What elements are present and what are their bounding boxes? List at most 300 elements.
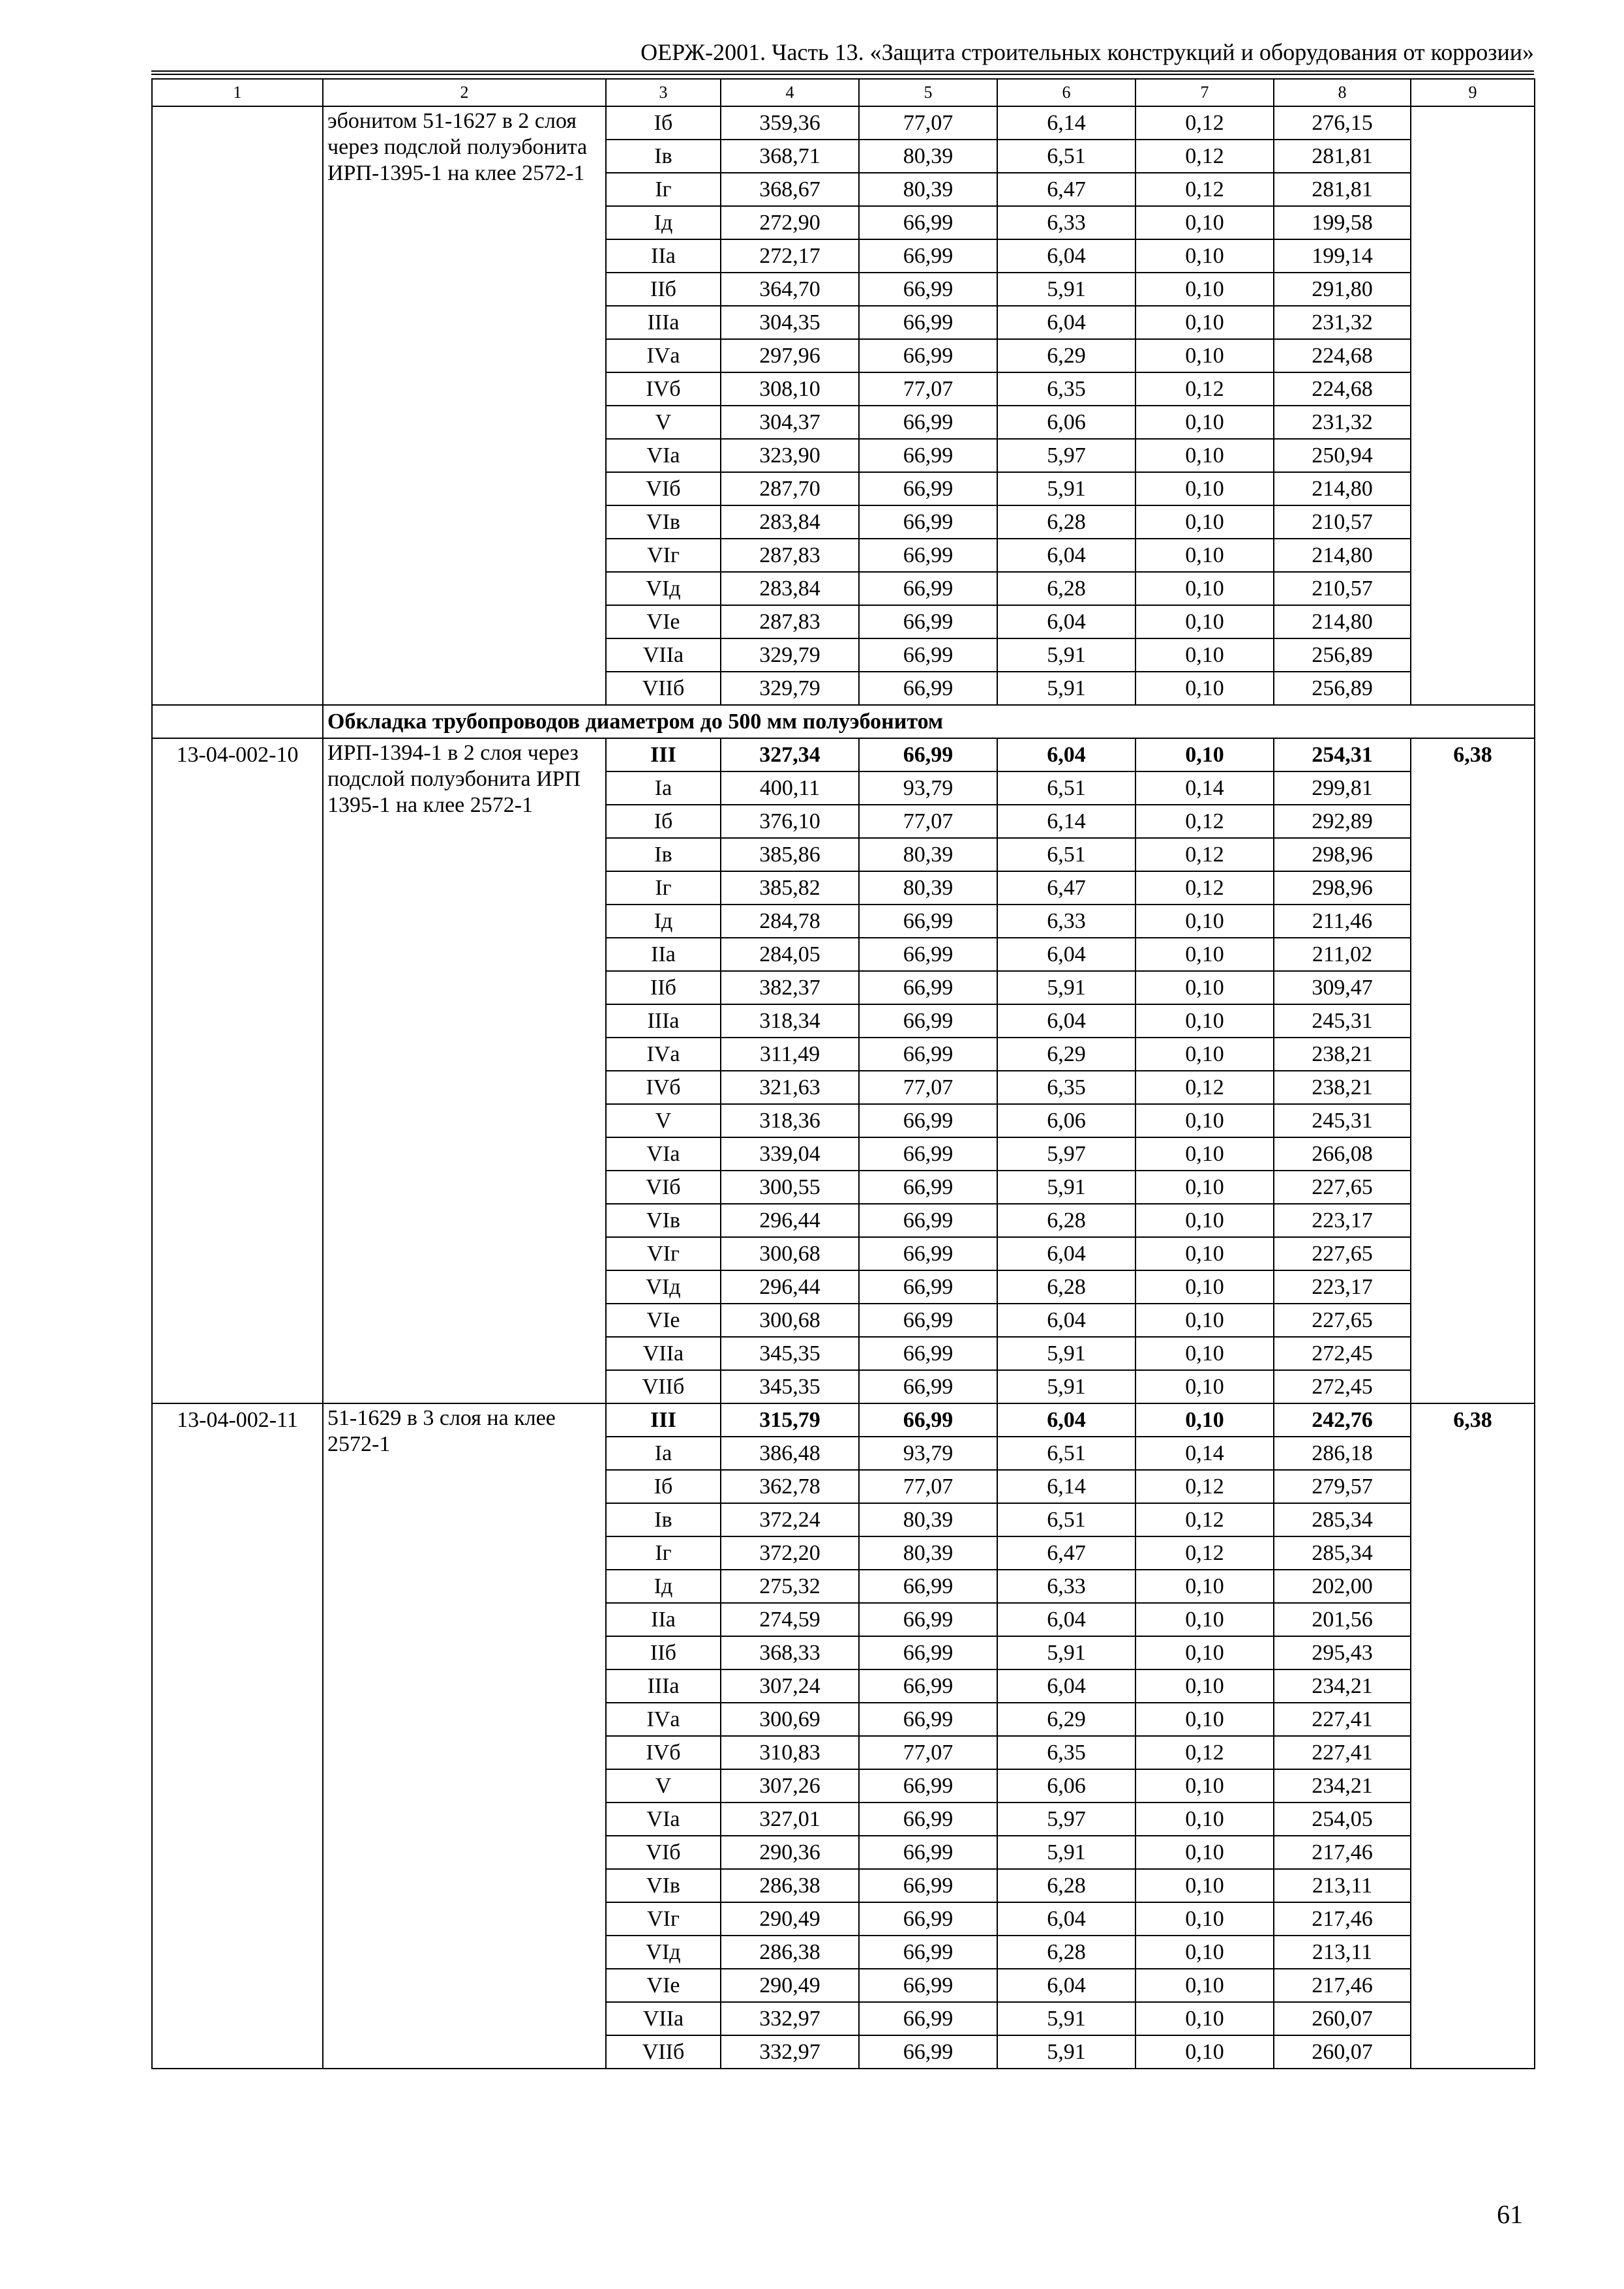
- machinist-wages: 0,10: [1135, 605, 1274, 638]
- machine-cost: 6,04: [997, 1969, 1135, 2002]
- machine-cost: 5,91: [997, 2002, 1135, 2035]
- machine-cost: 6,33: [997, 206, 1135, 239]
- material-cost: 256,89: [1274, 638, 1411, 672]
- machine-cost: 6,04: [997, 1669, 1135, 1703]
- total-cost: 368,67: [721, 173, 859, 206]
- material-cost: 223,17: [1274, 1204, 1411, 1237]
- material-cost: 217,46: [1274, 1902, 1411, 1936]
- material-cost: 245,31: [1274, 1004, 1411, 1038]
- total-cost: 311,49: [721, 1038, 859, 1071]
- total-cost: 307,24: [721, 1669, 859, 1703]
- labor-wages: 66,99: [859, 1403, 997, 1437]
- machinist-wages: 0,12: [1135, 838, 1274, 871]
- labor-wages: 80,39: [859, 838, 997, 871]
- labor-wages: 66,99: [859, 638, 997, 672]
- total-cost: 368,33: [721, 1636, 859, 1669]
- material-cost: 211,02: [1274, 938, 1411, 971]
- total-cost: 287,83: [721, 605, 859, 638]
- region-zone: IIа: [606, 239, 721, 273]
- labor-wages: 66,99: [859, 539, 997, 572]
- machine-cost: 6,06: [997, 406, 1135, 439]
- labor-wages: 66,99: [859, 1836, 997, 1869]
- machinist-wages: 0,14: [1135, 771, 1274, 805]
- labor-wages: 66,99: [859, 1104, 997, 1137]
- region-zone: Iб: [606, 805, 721, 838]
- material-cost: 213,11: [1274, 1936, 1411, 1969]
- total-cost: 318,34: [721, 1004, 859, 1038]
- machinist-wages: 0,10: [1135, 1936, 1274, 1969]
- column-number: 6: [997, 79, 1135, 106]
- region-zone: VIе: [606, 605, 721, 638]
- machinist-wages: 0,10: [1135, 971, 1274, 1004]
- labor-wages: 66,99: [859, 1703, 997, 1736]
- machine-cost: 5,91: [997, 1370, 1135, 1403]
- material-cost: 214,80: [1274, 539, 1411, 572]
- labor-wages: 77,07: [859, 805, 997, 838]
- material-cost: 245,31: [1274, 1104, 1411, 1137]
- material-cost: 202,00: [1274, 1570, 1411, 1603]
- region-zone: Iд: [606, 905, 721, 938]
- machinist-wages: 0,10: [1135, 539, 1274, 572]
- work-description: ИРП-1394-1 в 2 слоя через подслой полуэбонита ИРП 1395-1 на клее 2572-1: [323, 738, 606, 1403]
- labor-wages: 66,99: [859, 1769, 997, 1803]
- region-zone: VIа: [606, 1803, 721, 1836]
- material-cost: 227,65: [1274, 1171, 1411, 1204]
- header-rule-bottom: [151, 74, 1534, 75]
- machinist-wages: 0,12: [1135, 1503, 1274, 1536]
- machine-cost: 5,91: [997, 1337, 1135, 1370]
- material-cost: 238,21: [1274, 1038, 1411, 1071]
- total-cost: 372,24: [721, 1503, 859, 1536]
- total-cost: 315,79: [721, 1403, 859, 1437]
- column-number: 9: [1411, 79, 1535, 106]
- region-zone: VIб: [606, 472, 721, 505]
- machinist-wages: 0,10: [1135, 905, 1274, 938]
- region-zone: IVб: [606, 1071, 721, 1104]
- total-cost: 376,10: [721, 805, 859, 838]
- machinist-wages: 0,14: [1135, 1437, 1274, 1470]
- material-cost: 279,57: [1274, 1470, 1411, 1503]
- machine-cost: 6,04: [997, 306, 1135, 339]
- machinist-wages: 0,10: [1135, 1769, 1274, 1803]
- material-cost: 260,07: [1274, 2002, 1411, 2035]
- labor-wages: 66,99: [859, 339, 997, 372]
- region-zone: VIв: [606, 1869, 721, 1902]
- region-zone: Iг: [606, 173, 721, 206]
- region-zone: VIг: [606, 1237, 721, 1270]
- labor-wages: 66,99: [859, 273, 997, 306]
- table-row: [152, 1403, 1535, 1437]
- total-cost: 296,44: [721, 1270, 859, 1304]
- region-zone: Iб: [606, 106, 721, 140]
- material-cost: 250,94: [1274, 439, 1411, 472]
- machinist-wages: 0,10: [1135, 1038, 1274, 1071]
- total-cost: 323,90: [721, 439, 859, 472]
- labor-hours: 6,38: [1411, 1403, 1535, 2069]
- total-cost: 286,38: [721, 1869, 859, 1902]
- material-cost: 231,32: [1274, 306, 1411, 339]
- total-cost: 345,35: [721, 1337, 859, 1370]
- machine-cost: 5,91: [997, 1171, 1135, 1204]
- machinist-wages: 0,10: [1135, 1836, 1274, 1869]
- labor-wages: 66,99: [859, 1171, 997, 1204]
- material-cost: 214,80: [1274, 605, 1411, 638]
- machinist-wages: 0,10: [1135, 1803, 1274, 1836]
- machine-cost: 6,04: [997, 738, 1135, 771]
- labor-wages: 80,39: [859, 1503, 997, 1536]
- machinist-wages: 0,10: [1135, 1570, 1274, 1603]
- machine-cost: 6,35: [997, 372, 1135, 406]
- total-cost: 272,90: [721, 206, 859, 239]
- labor-wages: 66,99: [859, 672, 997, 705]
- region-zone: IIб: [606, 273, 721, 306]
- machinist-wages: 0,10: [1135, 1902, 1274, 1936]
- material-cost: 291,80: [1274, 273, 1411, 306]
- material-cost: 256,89: [1274, 672, 1411, 705]
- machine-cost: 6,51: [997, 140, 1135, 173]
- material-cost: 227,65: [1274, 1237, 1411, 1270]
- labor-wages: 66,99: [859, 306, 997, 339]
- page-number: 61: [1497, 2200, 1523, 2229]
- material-cost: 234,21: [1274, 1669, 1411, 1703]
- machinist-wages: 0,12: [1135, 1071, 1274, 1104]
- material-cost: 298,96: [1274, 871, 1411, 905]
- region-zone: VIIб: [606, 672, 721, 705]
- total-cost: 307,26: [721, 1769, 859, 1803]
- labor-wages: 66,99: [859, 1902, 997, 1936]
- machinist-wages: 0,12: [1135, 871, 1274, 905]
- region-zone: Iд: [606, 1570, 721, 1603]
- machinist-wages: 0,10: [1135, 206, 1274, 239]
- region-zone: Iд: [606, 206, 721, 239]
- region-zone: VIб: [606, 1171, 721, 1204]
- column-number: 8: [1274, 79, 1411, 106]
- machine-cost: 6,28: [997, 1270, 1135, 1304]
- column-number: 2: [323, 79, 606, 106]
- machinist-wages: 0,10: [1135, 572, 1274, 605]
- labor-wages: 66,99: [859, 1204, 997, 1237]
- region-zone: IVа: [606, 339, 721, 372]
- material-cost: 227,41: [1274, 1736, 1411, 1769]
- total-cost: 275,32: [721, 1570, 859, 1603]
- total-cost: 304,35: [721, 306, 859, 339]
- material-cost: 295,43: [1274, 1636, 1411, 1669]
- labor-wages: 66,99: [859, 505, 997, 539]
- section-row: [152, 705, 1535, 738]
- total-cost: 327,34: [721, 738, 859, 771]
- machinist-wages: 0,10: [1135, 1270, 1274, 1304]
- material-cost: 266,08: [1274, 1137, 1411, 1171]
- labor-wages: 66,99: [859, 206, 997, 239]
- total-cost: 332,97: [721, 2035, 859, 2069]
- labor-wages: 93,79: [859, 1437, 997, 1470]
- material-cost: 224,68: [1274, 372, 1411, 406]
- section-title: Обкладка трубопроводов диаметром до 500 мм полуэбонитом: [323, 705, 1535, 738]
- material-cost: 286,18: [1274, 1437, 1411, 1470]
- column-number-row: [152, 79, 1535, 106]
- resource-code: 13-04-002-11: [152, 1403, 323, 2069]
- region-zone: III: [606, 1403, 721, 1437]
- machine-cost: 6,51: [997, 771, 1135, 805]
- region-zone: IIа: [606, 1603, 721, 1636]
- material-cost: 285,34: [1274, 1503, 1411, 1536]
- total-cost: 382,37: [721, 971, 859, 1004]
- labor-wages: 66,99: [859, 938, 997, 971]
- region-zone: VIе: [606, 1304, 721, 1337]
- machine-cost: 6,06: [997, 1104, 1135, 1137]
- material-cost: 227,65: [1274, 1304, 1411, 1337]
- labor-wages: 66,99: [859, 2035, 997, 2069]
- machine-cost: 6,28: [997, 572, 1135, 605]
- material-cost: 292,89: [1274, 805, 1411, 838]
- machine-cost: 5,91: [997, 472, 1135, 505]
- material-cost: 276,15: [1274, 106, 1411, 140]
- region-zone: IVб: [606, 1736, 721, 1769]
- machine-cost: 6,29: [997, 1038, 1135, 1071]
- material-cost: 217,46: [1274, 1969, 1411, 2002]
- material-cost: 227,41: [1274, 1703, 1411, 1736]
- labor-wages: 77,07: [859, 1470, 997, 1503]
- material-cost: 199,14: [1274, 239, 1411, 273]
- machine-cost: 6,33: [997, 1570, 1135, 1603]
- total-cost: 332,97: [721, 2002, 859, 2035]
- material-cost: 210,57: [1274, 505, 1411, 539]
- machinist-wages: 0,10: [1135, 406, 1274, 439]
- machine-cost: 6,04: [997, 539, 1135, 572]
- material-cost: 224,68: [1274, 339, 1411, 372]
- labor-wages: 66,99: [859, 1370, 997, 1403]
- labor-wages: 80,39: [859, 871, 997, 905]
- machine-cost: 6,06: [997, 1769, 1135, 1803]
- region-zone: V: [606, 1769, 721, 1803]
- machinist-wages: 0,10: [1135, 1636, 1274, 1669]
- labor-wages: 66,99: [859, 1337, 997, 1370]
- resource-code: [152, 106, 323, 705]
- total-cost: 274,59: [721, 1603, 859, 1636]
- total-cost: 290,49: [721, 1902, 859, 1936]
- labor-wages: 66,99: [859, 1004, 997, 1038]
- machine-cost: 6,29: [997, 1703, 1135, 1736]
- total-cost: 284,05: [721, 938, 859, 971]
- total-cost: 290,49: [721, 1969, 859, 2002]
- machine-cost: 5,91: [997, 638, 1135, 672]
- labor-wages: 66,99: [859, 1803, 997, 1836]
- column-number: 7: [1135, 79, 1274, 106]
- region-zone: VIд: [606, 1270, 721, 1304]
- material-cost: 272,45: [1274, 1370, 1411, 1403]
- total-cost: 287,83: [721, 539, 859, 572]
- region-zone: Iа: [606, 771, 721, 805]
- labor-wages: 66,99: [859, 1270, 997, 1304]
- labor-wages: 66,99: [859, 406, 997, 439]
- machinist-wages: 0,10: [1135, 1137, 1274, 1171]
- section-blank: [152, 705, 323, 738]
- total-cost: 362,78: [721, 1470, 859, 1503]
- region-zone: V: [606, 406, 721, 439]
- total-cost: 300,68: [721, 1237, 859, 1270]
- labor-wages: 66,99: [859, 1237, 997, 1270]
- labor-hours: 6,38: [1411, 738, 1535, 1403]
- total-cost: 318,36: [721, 1104, 859, 1137]
- labor-wages: 80,39: [859, 173, 997, 206]
- region-zone: IVб: [606, 372, 721, 406]
- labor-wages: 77,07: [859, 1071, 997, 1104]
- machine-cost: 6,51: [997, 1503, 1135, 1536]
- region-zone: VIа: [606, 439, 721, 472]
- machinist-wages: 0,12: [1135, 1470, 1274, 1503]
- machine-cost: 6,04: [997, 239, 1135, 273]
- machine-cost: 6,04: [997, 1403, 1135, 1437]
- region-zone: IIIа: [606, 1669, 721, 1703]
- machinist-wages: 0,12: [1135, 372, 1274, 406]
- total-cost: 310,83: [721, 1736, 859, 1769]
- region-zone: Iб: [606, 1470, 721, 1503]
- column-number: 1: [152, 79, 323, 106]
- machinist-wages: 0,10: [1135, 638, 1274, 672]
- material-cost: 254,05: [1274, 1803, 1411, 1836]
- total-cost: 284,78: [721, 905, 859, 938]
- machine-cost: 6,04: [997, 1237, 1135, 1270]
- header-rule-top: [151, 70, 1534, 72]
- machine-cost: 5,91: [997, 1836, 1135, 1869]
- labor-wages: 66,99: [859, 1936, 997, 1969]
- machine-cost: 6,04: [997, 1902, 1135, 1936]
- machinist-wages: 0,12: [1135, 1736, 1274, 1769]
- total-cost: 300,69: [721, 1703, 859, 1736]
- machine-cost: 5,97: [997, 1803, 1135, 1836]
- total-cost: 372,20: [721, 1536, 859, 1570]
- machinist-wages: 0,10: [1135, 1171, 1274, 1204]
- machinist-wages: 0,10: [1135, 1370, 1274, 1403]
- material-cost: 299,81: [1274, 771, 1411, 805]
- labor-wages: 66,99: [859, 905, 997, 938]
- machinist-wages: 0,10: [1135, 472, 1274, 505]
- material-cost: 201,56: [1274, 1603, 1411, 1636]
- total-cost: 359,36: [721, 106, 859, 140]
- material-cost: 223,17: [1274, 1270, 1411, 1304]
- total-cost: 339,04: [721, 1137, 859, 1171]
- total-cost: 329,79: [721, 638, 859, 672]
- price-table: [151, 78, 1535, 2069]
- region-zone: VIIа: [606, 2002, 721, 2035]
- labor-wages: 77,07: [859, 1736, 997, 1769]
- region-zone: VIг: [606, 539, 721, 572]
- machinist-wages: 0,12: [1135, 1536, 1274, 1570]
- material-cost: 213,11: [1274, 1869, 1411, 1902]
- machinist-wages: 0,10: [1135, 1403, 1274, 1437]
- region-zone: IVа: [606, 1038, 721, 1071]
- labor-wages: 66,99: [859, 1869, 997, 1902]
- total-cost: 272,17: [721, 239, 859, 273]
- machine-cost: 6,04: [997, 938, 1135, 971]
- material-cost: 211,46: [1274, 905, 1411, 938]
- labor-wages: 66,99: [859, 1038, 997, 1071]
- machine-cost: 5,91: [997, 273, 1135, 306]
- machinist-wages: 0,10: [1135, 738, 1274, 771]
- machine-cost: 6,35: [997, 1071, 1135, 1104]
- labor-wages: 66,99: [859, 239, 997, 273]
- total-cost: 297,96: [721, 339, 859, 372]
- region-zone: VIб: [606, 1836, 721, 1869]
- machine-cost: 6,51: [997, 1437, 1135, 1470]
- machine-cost: 5,97: [997, 439, 1135, 472]
- machinist-wages: 0,10: [1135, 505, 1274, 539]
- region-zone: Iг: [606, 871, 721, 905]
- machinist-wages: 0,12: [1135, 805, 1274, 838]
- labor-wages: 66,99: [859, 1570, 997, 1603]
- region-zone: IIIа: [606, 306, 721, 339]
- region-zone: Iа: [606, 1437, 721, 1470]
- labor-wages: 77,07: [859, 372, 997, 406]
- column-number: 4: [721, 79, 859, 106]
- region-zone: VIв: [606, 1204, 721, 1237]
- labor-hours: [1411, 106, 1535, 705]
- material-cost: 281,81: [1274, 173, 1411, 206]
- labor-wages: 66,99: [859, 1636, 997, 1669]
- labor-wages: 77,07: [859, 106, 997, 140]
- machine-cost: 6,28: [997, 505, 1135, 539]
- material-cost: 231,32: [1274, 406, 1411, 439]
- page-header-title: ОЕРЖ-2001. Часть 13. «Защита строительных конструкций и оборудования от коррозии»: [640, 39, 1534, 65]
- region-zone: IIб: [606, 1636, 721, 1669]
- labor-wages: 66,99: [859, 605, 997, 638]
- material-cost: 242,76: [1274, 1403, 1411, 1437]
- machine-cost: 6,29: [997, 339, 1135, 372]
- machinist-wages: 0,10: [1135, 1104, 1274, 1137]
- machine-cost: 6,14: [997, 106, 1135, 140]
- machinist-wages: 0,10: [1135, 1304, 1274, 1337]
- material-cost: 272,45: [1274, 1337, 1411, 1370]
- machine-cost: 6,47: [997, 871, 1135, 905]
- machinist-wages: 0,12: [1135, 106, 1274, 140]
- labor-wages: 66,99: [859, 572, 997, 605]
- total-cost: 287,70: [721, 472, 859, 505]
- material-cost: 234,21: [1274, 1769, 1411, 1803]
- region-zone: VIд: [606, 572, 721, 605]
- total-cost: 296,44: [721, 1204, 859, 1237]
- labor-wages: 66,99: [859, 738, 997, 771]
- total-cost: 286,38: [721, 1936, 859, 1969]
- labor-wages: 66,99: [859, 1603, 997, 1636]
- region-zone: VIIа: [606, 1337, 721, 1370]
- total-cost: 329,79: [721, 672, 859, 705]
- machine-cost: 5,97: [997, 1137, 1135, 1171]
- material-cost: 281,81: [1274, 140, 1411, 173]
- machinist-wages: 0,10: [1135, 1237, 1274, 1270]
- labor-wages: 80,39: [859, 140, 997, 173]
- machinist-wages: 0,10: [1135, 339, 1274, 372]
- material-cost: 254,31: [1274, 738, 1411, 771]
- machine-cost: 6,47: [997, 173, 1135, 206]
- total-cost: 345,35: [721, 1370, 859, 1403]
- machine-cost: 6,28: [997, 1936, 1135, 1969]
- machine-cost: 6,04: [997, 1603, 1135, 1636]
- total-cost: 386,48: [721, 1437, 859, 1470]
- work-description: 51-1629 в 3 слоя на клее 2572-1: [323, 1403, 606, 2069]
- total-cost: 300,55: [721, 1171, 859, 1204]
- region-zone: IIа: [606, 938, 721, 971]
- labor-wages: 66,99: [859, 971, 997, 1004]
- labor-wages: 93,79: [859, 771, 997, 805]
- region-zone: VIIб: [606, 1370, 721, 1403]
- total-cost: 385,82: [721, 871, 859, 905]
- machine-cost: 6,14: [997, 805, 1135, 838]
- machinist-wages: 0,10: [1135, 1603, 1274, 1636]
- machinist-wages: 0,10: [1135, 1869, 1274, 1902]
- machine-cost: 6,04: [997, 605, 1135, 638]
- total-cost: 321,63: [721, 1071, 859, 1104]
- region-zone: IIб: [606, 971, 721, 1004]
